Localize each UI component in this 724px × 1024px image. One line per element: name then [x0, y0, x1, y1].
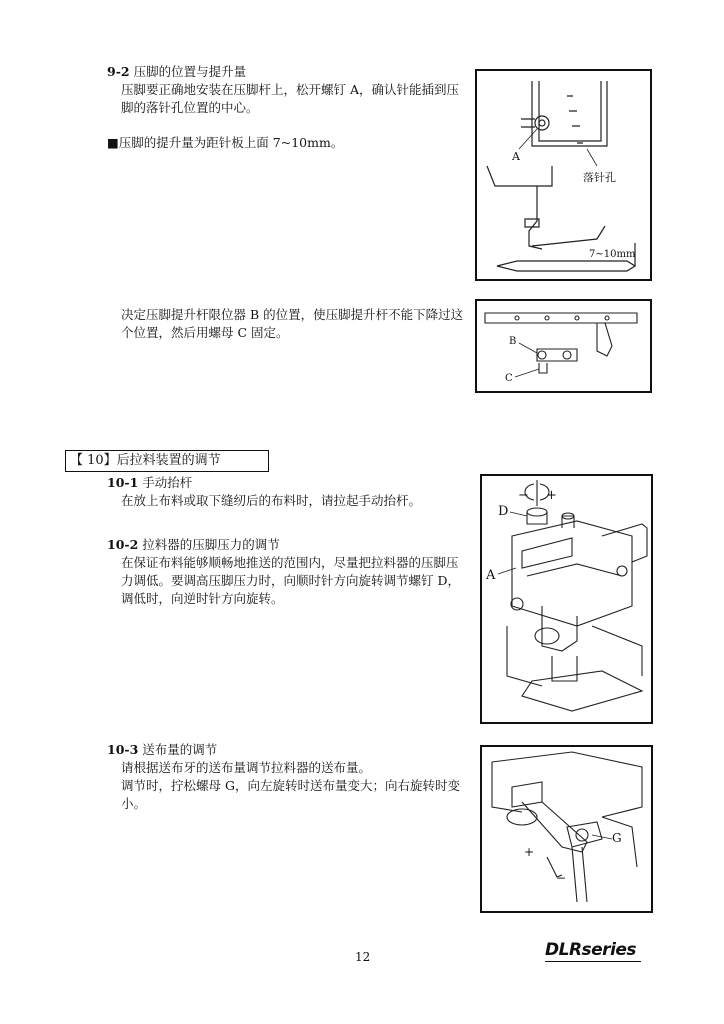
feed-amount-figure [480, 745, 653, 913]
puller-pressure-figure [480, 474, 653, 724]
paragraph-line: 力调低。要调高压脚压力时，向顺时针方向旋转调节螺钉 D， [121, 573, 460, 588]
lifter-stopper-figure [475, 299, 652, 393]
brand-underline [545, 961, 641, 962]
page-number: 12 [355, 950, 371, 964]
label-screw-a: A [512, 150, 520, 163]
section-number: 10-2 [107, 537, 139, 552]
label-needle-hole: 落针孔 [583, 171, 616, 184]
paragraph-line: 调低时，向逆时针方向旋转。 [121, 591, 284, 606]
label-stopper-b: B [509, 336, 517, 347]
paragraph-line: 决定压脚提升杆限位器 B 的位置，使压脚提升杆不能下降过这 [121, 307, 464, 322]
bullet-note: ■压脚的提升量为距针板上面 7~10mm。 [107, 135, 344, 150]
section-title: 压脚的位置与提升量 [133, 64, 247, 79]
section-10-heading: 【 10】后拉料装置的调节 [70, 453, 221, 468]
label-decrease: − [518, 488, 529, 503]
section-10-2-heading [107, 535, 280, 554]
presser-foot-drawing [477, 71, 650, 279]
paragraph-line: 请根据送布牙的送布量调节拉料器的送布量。 [121, 760, 372, 775]
label-screw-d: D [498, 504, 509, 519]
section-10-3-heading [107, 740, 217, 759]
paragraph-line: 小。 [121, 796, 147, 811]
section-number: 9-2 [107, 64, 130, 79]
feed-mechanism-drawing [482, 747, 651, 911]
presser-foot-figure [475, 69, 652, 281]
section-title: 送布量的调节 [142, 742, 218, 757]
section-title: 拉料器的压脚压力的调节 [142, 537, 280, 552]
lifter-stopper-drawing [477, 301, 650, 391]
paragraph-line: 在保证布料能够顺畅地推送的范围内，尽量把拉料器的压脚压 [121, 555, 459, 570]
paragraph-line: 脚的落针孔位置的中心。 [121, 100, 259, 115]
section-title: 手动抬杆 [142, 475, 193, 490]
paragraph-line: 调节时，拧松螺母 G，向左旋转时送布量变大；向右旋转时变 [121, 778, 460, 793]
paragraph-line: 在放上布料或取下缝纫后的布料时，请拉起手动抬杆。 [121, 493, 422, 508]
paragraph-line: 个位置，然后用螺母 C 固定。 [121, 325, 289, 340]
label-lever-a: A [486, 568, 496, 583]
paragraph-line: 压脚要正确地安装在压脚杆上，松开螺钉 A，确认针能插到压 [121, 82, 460, 97]
section-number: 10-1 [107, 475, 139, 490]
label-increase: + [546, 488, 557, 503]
section-number: 10-3 [107, 742, 139, 757]
label-decrease: − [556, 871, 567, 885]
label-nut-c: C [505, 373, 513, 384]
label-lift-range: 7~10mm [589, 249, 636, 260]
label-nut-g: G [612, 831, 622, 845]
section-10-1-heading [107, 473, 192, 492]
label-increase: + [524, 845, 535, 859]
section-9-2-heading [107, 62, 246, 81]
section-10-heading-box [65, 450, 269, 472]
brand-name: DLRseries [545, 940, 637, 960]
brand-logo [545, 940, 645, 962]
